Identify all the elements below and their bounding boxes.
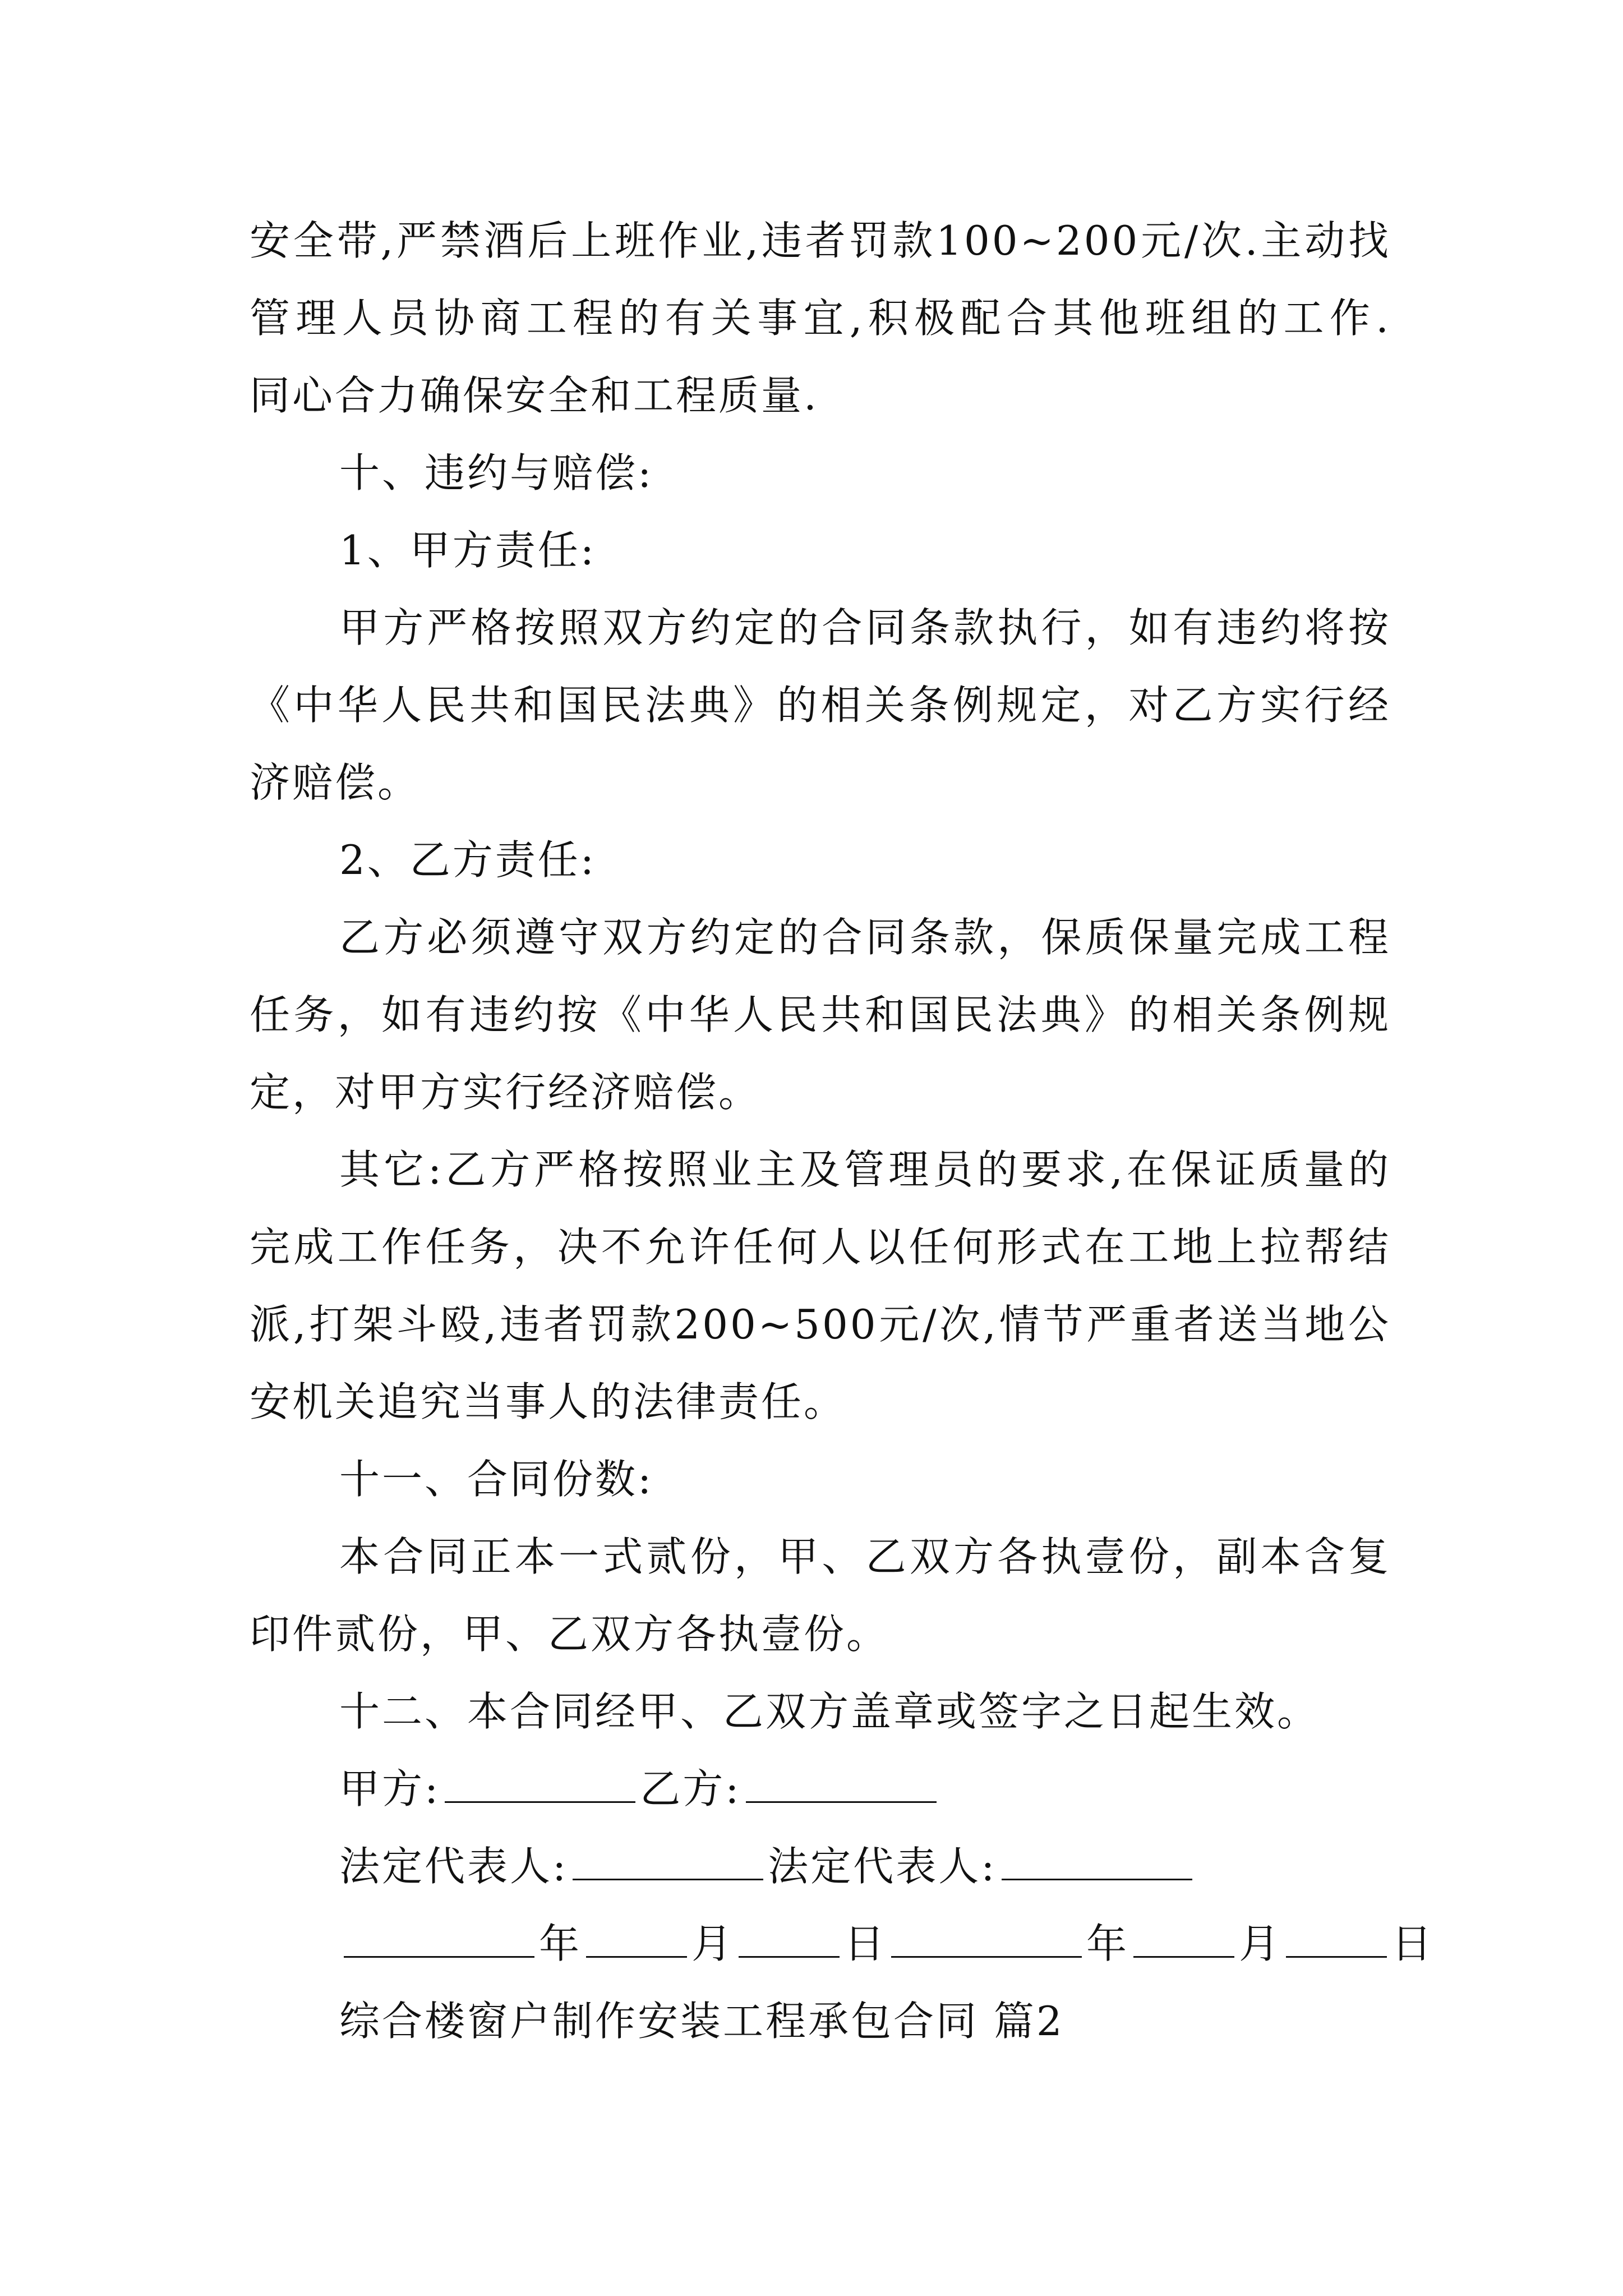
date-a-month-blank[interactable] xyxy=(586,1916,687,1958)
signature-date-line xyxy=(250,1905,1435,1982)
rep-a-blank[interactable] xyxy=(573,1838,763,1880)
year-label: 年 xyxy=(539,1920,582,1967)
section-heading: 十、违约与赔偿: xyxy=(339,449,654,496)
party-a-label: 甲方: xyxy=(339,1765,441,1812)
paragraph-line: 《中华人民共和国民法典》的相关条例规定，对乙方实行经 xyxy=(250,682,1391,729)
paragraph-line: 乙方必须遵守双方约定的合同条款，保质保量完成工程 xyxy=(339,914,1391,961)
paragraph-line: 其它:乙方严格按照业主及管理员的要求,在保证质量的 xyxy=(339,1146,1391,1193)
section-heading: 十一、合同份数: xyxy=(339,1456,654,1503)
party-b-label: 乙方: xyxy=(640,1765,741,1812)
party-b-blank[interactable] xyxy=(746,1761,937,1803)
month-label: 月 xyxy=(1239,1920,1282,1967)
rep-b-label: 法定代表人: xyxy=(768,1843,997,1890)
date-a-year-blank[interactable] xyxy=(344,1916,534,1958)
paragraph-line: 管理人员协商工程的有关事宜,积极配合其他班组的工作. xyxy=(250,295,1391,342)
paragraph-line: 甲方严格按照双方约定的合同条款执行，如有违约将按 xyxy=(339,604,1391,651)
signature-parties-line xyxy=(250,1750,1391,1828)
signature-representatives-line xyxy=(250,1828,1391,1905)
date-a-day-blank[interactable] xyxy=(739,1916,840,1958)
subsection-heading: 2、乙方责任: xyxy=(339,836,597,884)
paragraph-line: 定，对甲方实行经济赔偿。 xyxy=(250,1069,762,1116)
date-b-month-blank[interactable] xyxy=(1133,1916,1234,1958)
paragraph-line: 安全带,严禁酒后上班作业,违者罚款100~200元/次.主动找 xyxy=(250,217,1391,264)
section-heading: 十二、本合同经甲、乙双方盖章或签字之日起生效。 xyxy=(339,1688,1320,1735)
document-body xyxy=(250,202,1435,2060)
next-section-title: 综合楼窗户制作安装工程承包合同 篇2 xyxy=(339,1998,1064,2045)
year-label: 年 xyxy=(1086,1920,1129,1967)
date-b-year-blank[interactable] xyxy=(891,1916,1082,1958)
rep-b-blank[interactable] xyxy=(1002,1838,1192,1880)
day-label: 日 xyxy=(1391,1920,1435,1967)
paragraph-line: 济赔偿。 xyxy=(250,759,421,806)
date-b-day-blank[interactable] xyxy=(1286,1916,1387,1958)
party-a-blank[interactable] xyxy=(445,1761,635,1803)
month-label: 月 xyxy=(691,1920,735,1967)
paragraph-line: 安机关追究当事人的法律责任。 xyxy=(250,1378,847,1425)
paragraph-line: 本合同正本一式贰份，甲、乙双方各执壹份，副本含复 xyxy=(339,1533,1391,1580)
paragraph-line: 任务，如有违约按《中华人民共和国民法典》的相关条例规 xyxy=(250,991,1391,1038)
paragraph-line: 完成工作任务，决不允许任何人以任何形式在工地上拉帮结 xyxy=(250,1223,1391,1271)
paragraph-line: 同心合力确保安全和工程质量. xyxy=(250,372,819,419)
day-label: 日 xyxy=(844,1920,887,1967)
subsection-heading: 1、甲方责任: xyxy=(339,527,597,574)
paragraph-line: 印件贰份，甲、乙双方各执壹份。 xyxy=(250,1611,889,1658)
paragraph-line: 派,打架斗殴,违者罚款200~500元/次,情节严重者送当地公 xyxy=(250,1301,1391,1348)
rep-a-label: 法定代表人: xyxy=(339,1843,569,1890)
